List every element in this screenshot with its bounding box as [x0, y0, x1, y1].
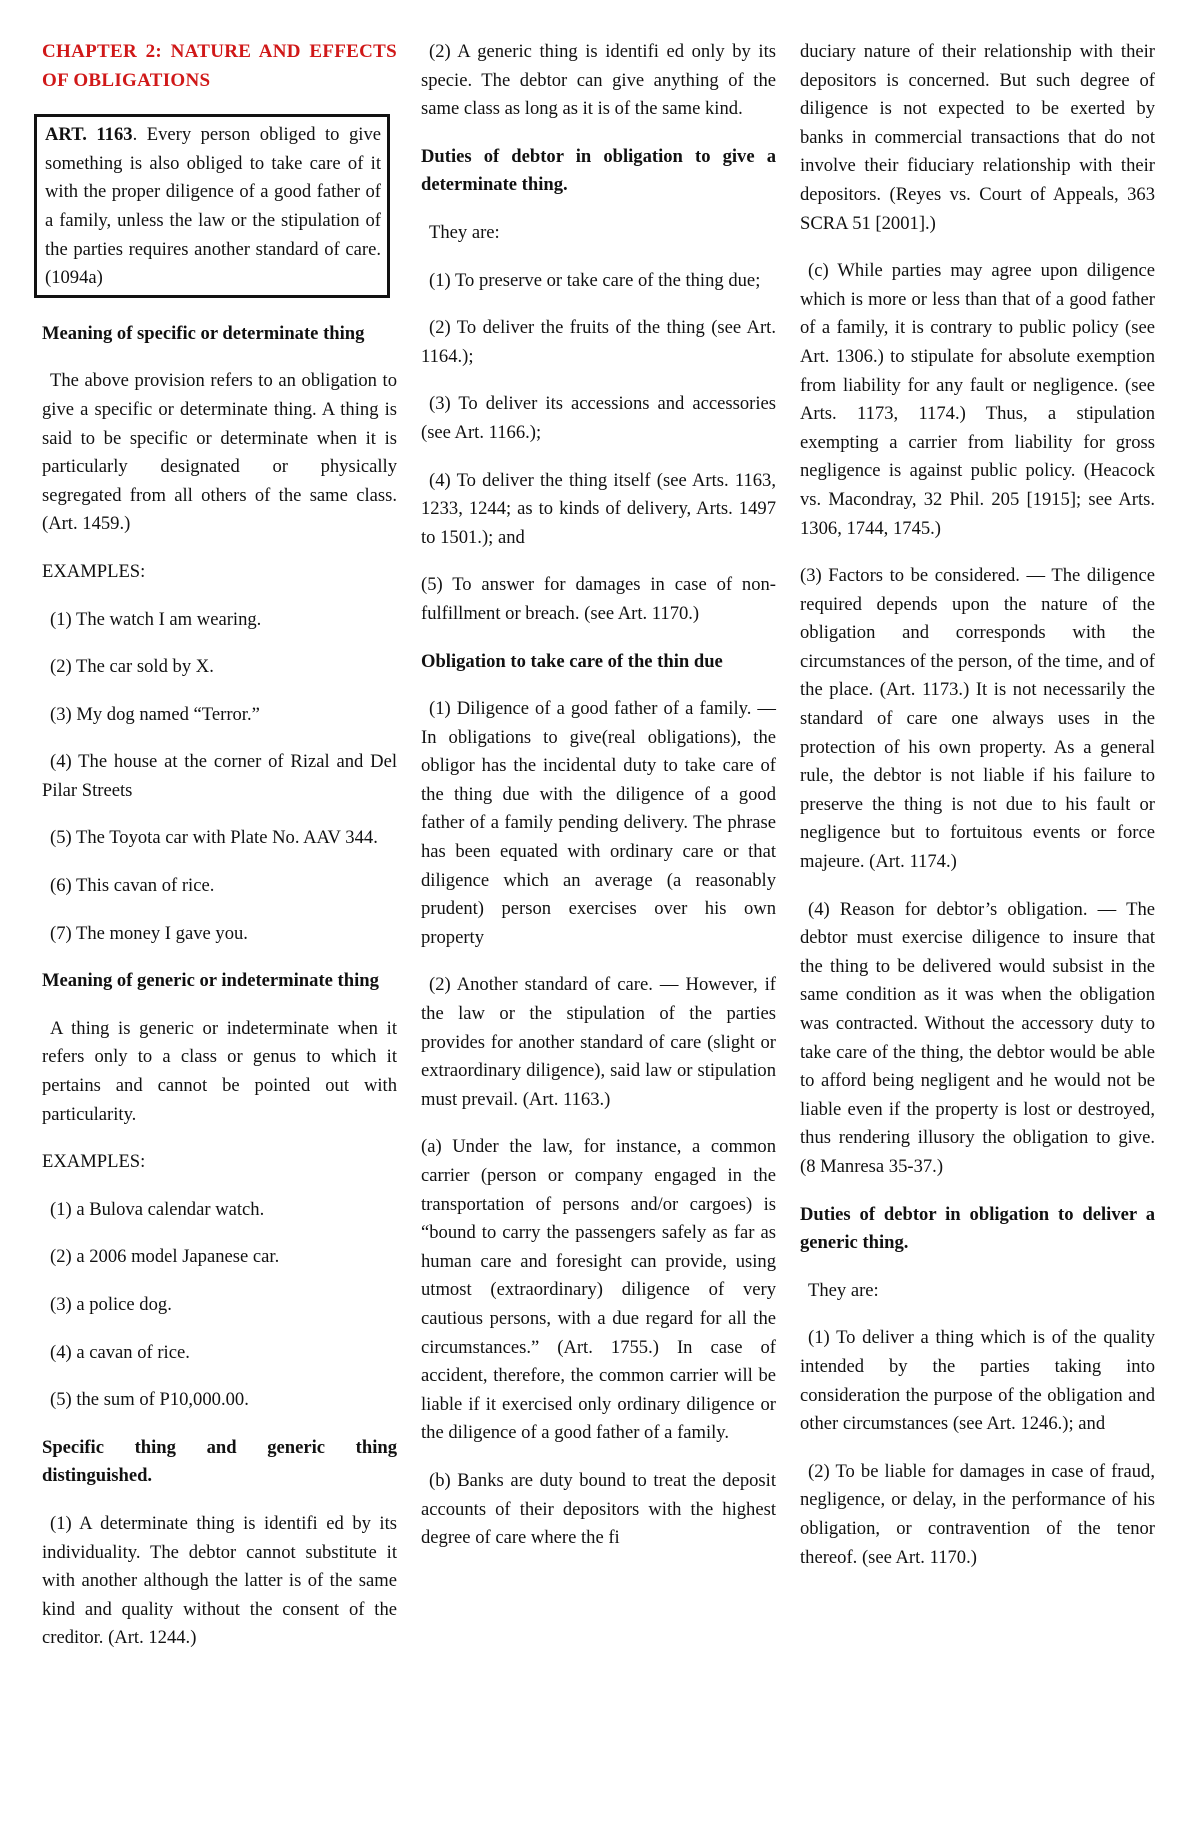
heading-distinguished: Specific thing and generic thing distinguished. [42, 1436, 397, 1487]
heading-duties-generic: Duties of debtor in obligation to deliver a generic thing. [800, 1203, 1155, 1254]
example-item: (1) a Bulova calendar watch. [50, 1198, 265, 1220]
article-box [34, 114, 390, 298]
paragraph-banks: (b) Banks are duty bound to treat the deposit accounts of their depositors with the highest degree of care where the fi [421, 1469, 776, 1549]
paragraph-another-standard: (2) Another standard of care. — However, if the law or the stipulation of the parties provides for another standard of care (slight or extraordinary diligence), said law or stipulation must prevail. (Art. 1163.) [421, 974, 776, 1110]
article-text: . Every person obliged to give something is also obliged to take care of it with the proper diligence of a good father of a family, unless the law or the stipulation of the parties requires another standard of care. (1094a) [45, 124, 382, 289]
they-are-label: They are: [429, 221, 500, 243]
duty-item: (4) To deliver the thing itself (see Arts. 1163, 1233, 1244; as to kinds of delivery, Arts. 1497 to 1501.); and [421, 469, 776, 548]
paragraph-diligence: (1) Diligence of a good father of a family. — In obligations to give(real obligations), the obligor has the incidental duty to take care of the thing due with the diligence of a good father of a family pending delivery. The phrase has been equated with ordinary care or that diligence which an average (a reasonably prudent) person exercises over his own property [421, 698, 776, 948]
duty-item: (3) To deliver its accessions and accessories (see Art. 1166.); [421, 393, 776, 443]
chapter-title: CHAPTER 2: NATURE AND EFFECTS OF OBLIGATIONS [42, 41, 397, 91]
heading-duties-determinate: Duties of debtor in obligation to give a determinate thing. [421, 145, 776, 196]
paragraph-reason: (4) Reason for debtor’s obligation. — The debtor must exercise diligence to insure that the thing to be delivered would subsist in the same condition as it was when the obligation was contracted. Without the accessory duty to take care of the thing, the debtor would be able to afford being negligent and he would not be liable even if the property is lost or destroyed, thus rendering illusory the obligation to give. (8 Manresa 35-37.) [800, 898, 1155, 1177]
example-item: (4) a cavan of rice. [50, 1341, 190, 1363]
column-3 [800, 38, 1155, 1835]
examples-label: EXAMPLES: [42, 1151, 146, 1173]
duty-item: (5) To answer for damages in case of non-fulfillment or breach. (see Art. 1170.) [421, 574, 776, 624]
paragraph-public-policy: (c) While parties may agree upon diligence which is more or less than that of a good father of a family, it is contrary to public policy (see Art. 1306.) to stipulate for absolute exemption from liability for any fault or negligence. (see Arts. 1173, 1174.) Thus, a stipulation exempting a carrier from liability for gross negligence is against public policy. (Heacock vs. Macondray, 32 Phil. 205 [1915]; see Arts. 1306, 1744, 1745.) [800, 260, 1155, 539]
examples-label: EXAMPLES: [42, 560, 146, 582]
example-item: (4) The house at the corner of Rizal and Del Pilar Streets [42, 751, 397, 801]
paragraph-common-carrier: (a) Under the law, for instance, a common carrier (person or company engaged in the transportation of persons and/or cargoes) is “bound to carry the passengers safely as far as human care and foresight can provide, using utmost (extraordinary) diligence of very cautious persons, with a due regard for all the circumstances.” (Art. 1755.) In case of accident, therefore, the common carrier will be liable if it exercised only ordinary diligence or the diligence of a good father of a family. [421, 1136, 776, 1444]
example-item: (6) This cavan of rice. [50, 875, 215, 897]
duty-item: (1) To deliver a thing which is of the quality intended by the parties taking into consideration the purpose of the obligation and other circumstances (see Art. 1246.); and [800, 1327, 1155, 1435]
article-label: ART. 1163 [45, 124, 133, 146]
they-are-label: They are: [808, 1279, 879, 1301]
paragraph-banks-continued: duciary nature of their relationship with their depositors is concerned. But such degree of diligence is not expected to be exerted by banks in commercial transactions that do not involve their fiduciary relationship with their depositors. (Reyes vs. Court of Appeals, 363 SCRA 51 [2001].) [800, 41, 1155, 234]
example-item: (2) The car sold by X. [50, 656, 214, 678]
duty-item: (1) To preserve or take care of the thing due; [429, 269, 761, 291]
heading-generic-thing: Meaning of generic or indeterminate thing [42, 970, 379, 992]
paragraph-factors: (3) Factors to be considered. — The diligence required depends upon the nature of the obligation and corresponds with the circumstances of the person, of the time, and of the place. (Art. 1173.) It is not necessarily the standard of care one always uses in the protection of his own property. As a general rule, the debtor is not liable if his failure to preserve the thing is not due to his fault or negligence but to fortuitous events or force majeure. (Art. 1174.) [800, 565, 1155, 873]
example-item: (2) a 2006 model Japanese car. [50, 1246, 280, 1268]
example-item: (3) a police dog. [50, 1294, 172, 1315]
heading-take-care: Obligation to take care of the thin due [421, 650, 723, 672]
example-item: (7) The money I gave you. [50, 922, 248, 944]
paragraph-generic-thing: A thing is generic or indeterminate when it refers only to a class or genus to which it pertains and cannot be pointed out with particularity. [42, 1017, 397, 1125]
column-2 [421, 38, 776, 1835]
duty-item: (2) To deliver the fruits of the thing (see Art. 1164.); [421, 317, 776, 367]
example-item: (5) the sum of P10,000.00. [50, 1389, 249, 1411]
duty-item: (2) To be liable for damages in case of fraud, negligence, or delay, in the performance of his obligation, or contravention of the tenor thereof. (see Art. 1170.) [800, 1460, 1155, 1568]
paragraph-specific-thing: The above provision refers to an obligation to give a specific or determinate thing. A thing is said to be specific or determinate when it is particularly designated or physically segregated from all others of the same class. (Art. 1459.) [42, 370, 397, 535]
example-item: (3) My dog named “Terror.” [50, 703, 260, 725]
paragraph-distinguished-1: (1) A determinate thing is identifi ed by its individuality. The debtor cannot substitute it with another although the latter is of the same kind and quality without the consent of the creditor. (Art. 1244.) [42, 1512, 397, 1649]
example-item: (1) The watch I am wearing. [50, 608, 262, 630]
paragraph-distinguished-2: (2) A generic thing is identifi ed only by its specie. The debtor can give anything of the same class as long as it is of the same kind. [421, 41, 776, 120]
heading-specific-thing: Meaning of specific or determinate thing [42, 322, 365, 344]
example-item: (5) The Toyota car with Plate No. AAV 344. [50, 827, 378, 849]
column-1 [42, 38, 397, 1835]
